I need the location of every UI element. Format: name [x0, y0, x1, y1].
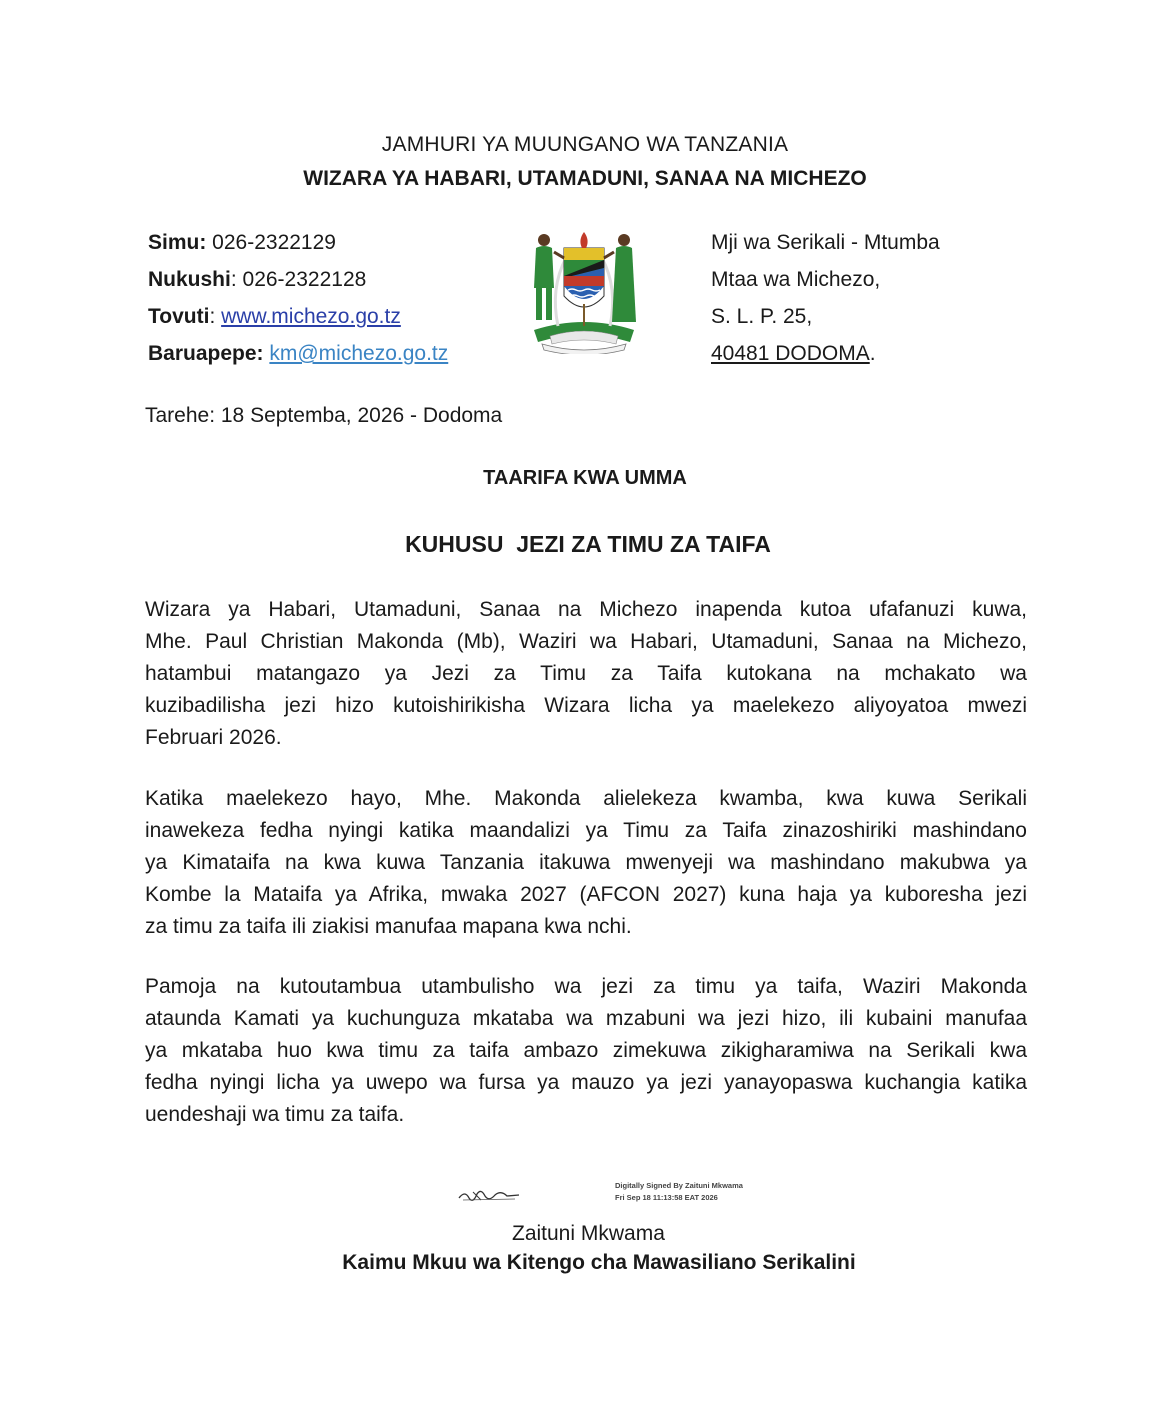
address-line-4-suffix: . — [869, 342, 876, 365]
address-line-3: S. L. P. 25, — [711, 305, 813, 328]
fax-value: : 026-2322128 — [230, 268, 367, 291]
address-line-1: Mji wa Serikali - Mtumba — [711, 231, 940, 254]
digital-signature-line-1: Digitally Signed By Zaituni Mkwama — [615, 1181, 743, 1190]
paragraph-1 — [145, 594, 1027, 754]
paragraph-3 — [145, 971, 1027, 1131]
paragraph-line: ataunda Kamati ya kuchunguza mkataba wa mzabuni wa jezi hizo, ili kubaini manufaa — [145, 1007, 1027, 1030]
paragraph-2 — [145, 783, 1027, 943]
fax-row — [148, 261, 448, 298]
address-line-2: Mtaa wa Michezo, — [711, 268, 881, 291]
paragraph-line: fedha nyingi licha ya uwepo wa fursa ya mauzo ya jezi yanayopaswa kuchangia katika — [145, 1071, 1027, 1094]
phone-label: Simu: — [148, 231, 207, 254]
paragraph-line: uendeshaji wa timu za taifa. — [145, 1103, 405, 1126]
paragraph-line: kuzibadilisha jezi hizo kutoishirikisha Wizara licha ya maelekezo aliyoyatoa mwezi — [145, 694, 1027, 717]
phone-row — [148, 224, 448, 261]
postal-code-city: 40481 DODOMA — [711, 342, 870, 365]
email-link[interactable]: km@michezo.go.tz — [269, 342, 449, 365]
website-separator: : — [209, 305, 222, 328]
date-line: Tarehe: 18 Septemba, 2026 - Dodoma — [145, 404, 503, 427]
subject-heading: KUHUSU JEZI ZA TIMU ZA TAIFA — [405, 531, 771, 557]
signer-name: Zaituni Mkwama — [512, 1222, 665, 1245]
paragraph-line: za timu za taifa ili ziakisi manufaa mapana kwa nchi. — [145, 915, 632, 938]
contact-block — [148, 224, 448, 372]
paragraph-line: Katika maelekezo hayo, Mhe. Makonda alielekeza kwamba, kwa kuwa Serikali — [145, 787, 1027, 810]
website-label: Tovuti — [148, 305, 210, 328]
fax-label: Nukushi — [148, 268, 231, 291]
paragraph-line: ya Kimataifa na kwa kuwa Tanzania itakuwa mwenyeji wa mashindano makubwa ya — [145, 851, 1027, 874]
paragraph-line: Kombe la Mataifa ya Afrika, mwaka 2027 (AFCON 2027) kuna haja ya kuboresha jezi — [145, 883, 1027, 906]
digital-signature-line-2: Fri Sep 18 11:13:58 EAT 2026 — [615, 1193, 718, 1202]
notice-heading: TAARIFA KWA UMMA — [483, 467, 687, 489]
paragraph-line: hatambui matangazo ya Jezi za Timu za Taifa kutokana na mchakato wa — [145, 662, 1027, 685]
website-link[interactable]: www.michezo.go.tz — [221, 305, 401, 328]
paragraph-line: Pamoja na kutoutambua utambulisho wa jezi za timu ya taifa, Waziri Makonda — [145, 975, 1027, 998]
website-row — [148, 298, 448, 335]
ministry-heading: WIZARA YA HABARI, UTAMADUNI, SANAA NA MICHEZO — [303, 167, 867, 190]
email-label: Baruapepe: — [148, 342, 264, 365]
phone-value: 026-2322129 — [206, 231, 336, 254]
digital-signature-stamp — [615, 1180, 743, 1204]
signer-title: Kaimu Mkuu wa Kitengo cha Mawasiliano Serikalini — [342, 1251, 856, 1274]
coat-of-arms-icon — [520, 218, 648, 354]
paragraph-line: Mhe. Paul Christian Makonda (Mb), Waziri wa Habari, Utamaduni, Sanaa na Michezo, — [145, 630, 1027, 653]
paragraph-line: Februari 2026. — [145, 726, 282, 749]
paragraph-line: inawekeza fedha nyingi katika maandalizi ya Timu za Taifa zinazoshiriki mashindano — [145, 819, 1027, 842]
email-row — [148, 335, 448, 372]
country-heading: JAMHURI YA MUUNGANO WA TANZANIA — [381, 133, 789, 156]
paragraph-line: ya mkataba huo kwa timu za taifa ambazo zimekuwa zikigharamiwa na Serikali kwa — [145, 1039, 1027, 1062]
paragraph-line: Wizara ya Habari, Utamaduni, Sanaa na Michezo inapenda kutoa ufafanuzi kuwa, — [145, 598, 1027, 621]
address-block — [711, 224, 940, 372]
address-line-4 — [711, 335, 940, 372]
handwritten-signature — [455, 1180, 525, 1210]
